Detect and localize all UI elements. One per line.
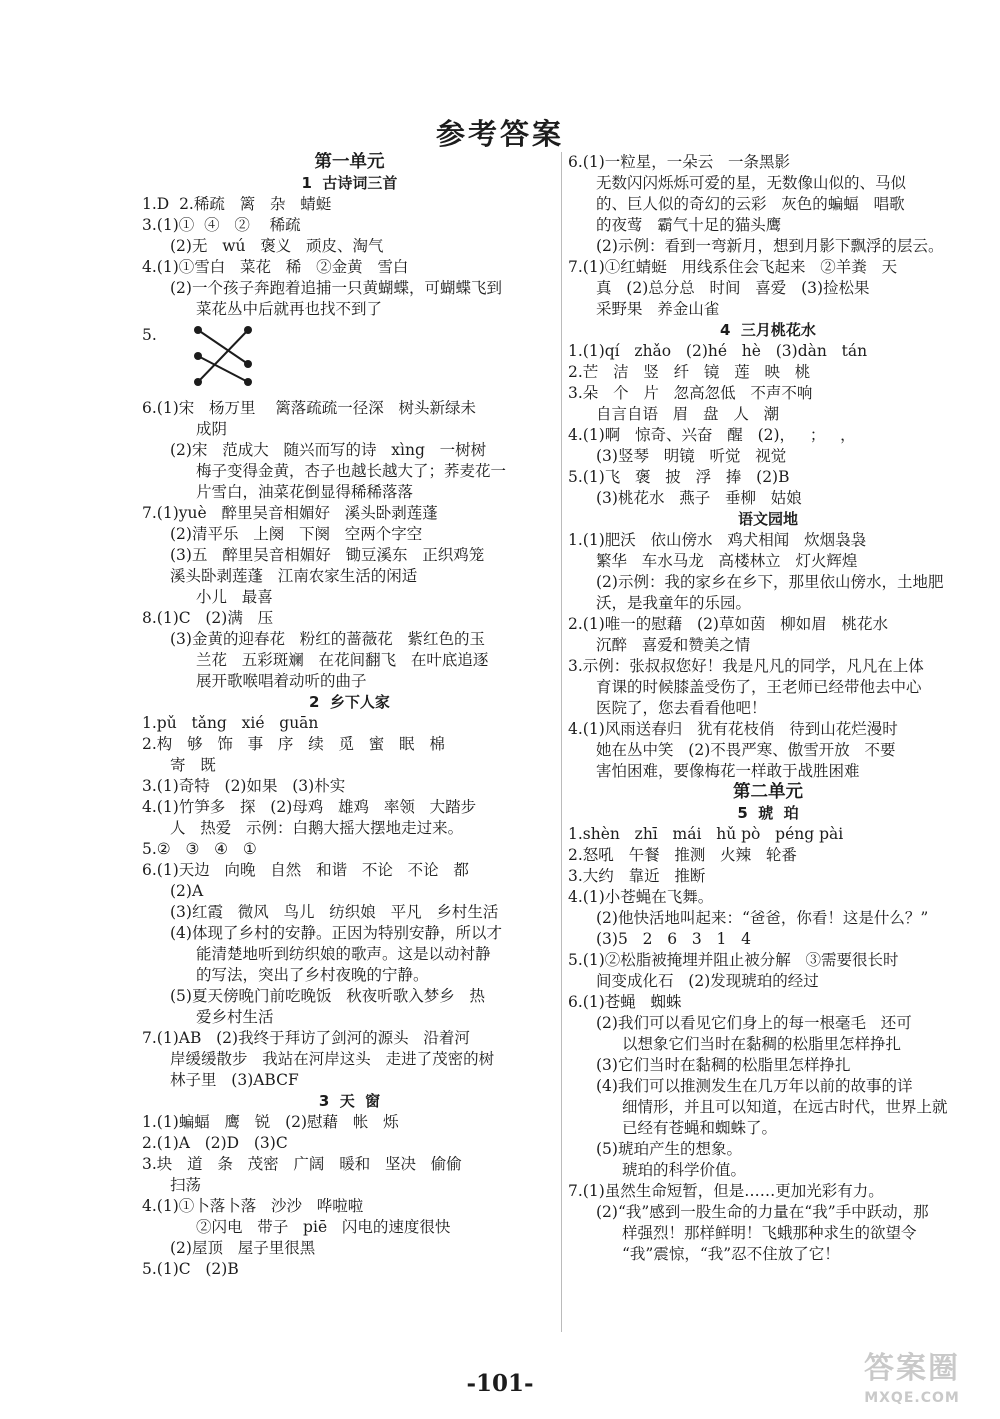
- right-answer-line: 1.(1)qí zhǎo (2)hé hè (3)dàn tán: [568, 342, 868, 360]
- right-answer-line: 4.(1)小苍蝇在飞舞。: [568, 888, 714, 906]
- left-answer-line: (2)屋顶 屋子里很黑: [170, 1239, 316, 1257]
- left-answer-line: 2.构 够 饰 事 序 续 觅 蜜 眠 棉: [142, 735, 445, 753]
- right-answer-line: 害怕困难，要像梅花一样敢于战胜困难: [596, 762, 860, 780]
- right-answer-line: 6.(1)苍蝇 蜘蛛: [568, 993, 682, 1011]
- right-answer-line: 繁华 车水马龙 高楼林立 灯火辉煌: [596, 552, 858, 570]
- right-answer-line: (5)琥珀产生的想象。: [596, 1140, 742, 1158]
- matching-dot: [194, 326, 202, 334]
- right-answer-line: (4)我们可以推测发生在几万年以前的故事的详: [596, 1077, 913, 1095]
- left-answer-line: (2)一个孩子奔跑着追捕一只黄蝴蝶，可蝴蝶飞到: [170, 279, 502, 297]
- left-answer-line: (3)金黄的迎春花 粉红的蔷薇花 紫红色的玉: [170, 630, 486, 648]
- right-answer-line: 7.(1)虽然生命短暂，但是……更加光彩有力。: [568, 1182, 884, 1200]
- left-answer-line: 片雪白，油菜花倒显得稀稀落落: [196, 483, 414, 501]
- right-answer-line: 的、巨人似的奇幻的云彩 灰色的蝙蝠 唱歌: [596, 195, 905, 213]
- answers-left-column: [142, 152, 557, 1280]
- left-answer-line: 3.(1)奇特 (2)如果 (3)朴实: [142, 777, 346, 795]
- left-answer-line: 梅子变得金黄，杏子也越长越大了；荞麦花一: [196, 462, 507, 480]
- left-answer-line: 3.块 道 条 茂密 广阔 暖和 坚决 偷偷: [142, 1155, 462, 1173]
- right-answer-line: 7.(1)①红蜻蜓 用线系住会飞起来 ②羊粪 天: [568, 258, 898, 276]
- left-answer-line: 展开歌喉唱着动听的曲子: [196, 672, 367, 690]
- left-answer-line: 3.(1)① ④ ② 稀疏: [142, 216, 301, 234]
- left-answer-line: 小儿 最喜: [196, 588, 273, 606]
- left-answer-line: 扫荡: [170, 1176, 202, 1194]
- left-answer-line: 岸缓缓散步 我站在河岸这头 走进了茂密的树: [170, 1050, 495, 1068]
- right-answer-line: 琥珀的科学价值。: [622, 1161, 747, 1179]
- right-answer-line: 已经有苍蝇和蜘蛛了。: [622, 1119, 778, 1137]
- unit-heading: 第二单元: [733, 782, 803, 802]
- right-answer-line: 2.芒 洁 竖 纤 镜 莲 映 桃: [568, 363, 811, 381]
- left-answer-line: 6.(1)宋 杨万里 篱落疏疏一径深 树头新绿未: [142, 399, 477, 417]
- right-answer-line: (3)桃花水 燕子 垂柳 姑娘: [596, 489, 802, 507]
- left-answer-line: 溪头卧剥莲蓬 江南农家生活的闲适: [170, 567, 418, 585]
- left-answer-line: 菜花丛中后就再也找不到了: [196, 300, 383, 318]
- left-answer-line: 4.(1)①卜落卜落 沙沙 哗啦啦: [142, 1197, 364, 1215]
- left-answer-line: 的写法，突出了乡村夜晚的宁静。: [196, 966, 429, 984]
- left-answer-line: (4)体现了乡村的安静。正因为特别安静，所以才: [170, 924, 502, 942]
- matching-lines-diagram: [192, 322, 272, 392]
- left-answer-line: 6.(1)天边 向晚 自然 和谐 不论 不论 都: [142, 861, 469, 879]
- right-answer-line: (2)我们可以看见它们身上的每一根毫毛 还可: [596, 1014, 912, 1032]
- right-answer-line: 1.shèn zhī mái hǔ pò péng pài: [568, 825, 844, 843]
- left-answer-line: 成阴: [196, 420, 228, 438]
- right-answer-line: (3)竖琴 明镜 听觉 视觉: [596, 447, 787, 465]
- right-answer-line: 她在丛中笑 (2)不畏严寒、傲雪开放 不要: [596, 741, 896, 759]
- watermark-main-text: 答案圈: [864, 1351, 960, 1386]
- right-answer-line: 医院了，您去看看他吧！: [596, 699, 767, 717]
- watermark-url-text: MXQE.COM: [864, 1390, 960, 1406]
- matching-dot: [244, 378, 252, 386]
- right-answer-line: (2)他快活地叫起来：“爸爸，你看！这是什么？”: [596, 909, 929, 927]
- lesson-heading: 1 古诗词三首: [301, 174, 398, 192]
- right-answer-line: 6.(1)一粒星，一朵云 一条黑影: [568, 153, 791, 171]
- page-title: 参考答案: [435, 117, 564, 151]
- left-answer-line: ②闪电 带子 piē 闪电的速度很快: [196, 1218, 451, 1236]
- lesson-heading: 3 天 窗: [318, 1092, 381, 1110]
- lesson-heading: 语文园地: [737, 510, 798, 528]
- right-answer-line: 育课的时候膝盖受伤了，王老师已经带他去中心: [596, 678, 922, 696]
- matching-dot: [194, 378, 202, 386]
- right-answer-line: (3)5 2 6 3 1 4: [596, 930, 752, 948]
- page-number: -101-: [466, 1370, 534, 1397]
- left-answer-line: 2.(1)A (2)D (3)C: [142, 1134, 288, 1152]
- right-answer-line: “我”震惊，“我”忍不住放了它！: [622, 1245, 840, 1263]
- lesson-heading: 5 琥 珀: [737, 804, 799, 822]
- left-answer-line: (2)A: [170, 882, 204, 900]
- right-answer-line: 3.示例：张叔叔您好！我是凡凡的同学，凡凡在上体: [568, 657, 924, 675]
- left-answer-line: 人 热爱 示例：白鹅大摇大摆地走过来。: [170, 819, 464, 837]
- left-answer-line: (2)清平乐 上阕 下阕 空两个字空: [170, 525, 423, 543]
- left-answer-line: 5.(1)C (2)B: [142, 1260, 239, 1278]
- right-answer-line: 1.(1)肥沃 依山傍水 鸡犬相闻 炊烟袅袅: [568, 531, 867, 549]
- right-answer-line: 真 (2)总分总 时间 喜爱 (3)捡松果: [596, 279, 870, 297]
- left-answer-line: 1.D 2.稀疏 篱 杂 蜻蜓: [142, 195, 332, 213]
- right-answer-line: 无数闪闪烁烁可爱的星，无数像山似的、马似: [596, 174, 907, 192]
- matching-exercise: [142, 320, 557, 398]
- right-answer-line: (3)它们当时在黏稠的松脂里怎样挣扎: [596, 1056, 851, 1074]
- matching-dot: [194, 352, 202, 360]
- left-answer-line: 5.② ③ ④ ①: [142, 840, 257, 858]
- left-answer-line: 寄 既: [170, 756, 216, 774]
- left-answer-line: 7.(1)AB (2)我终于拜访了剑河的源头 沿着河: [142, 1029, 470, 1047]
- lesson-heading: 4 三月桃花水: [720, 321, 816, 339]
- left-answer-line: 4.(1)①雪白 菜花 稀 ②金黄 雪白: [142, 258, 409, 276]
- unit-heading: 第一单元: [314, 152, 385, 172]
- right-answer-line: 间变成化石 (2)发现琥珀的经过: [596, 972, 819, 990]
- watermark-logo: [832, 1349, 992, 1413]
- right-answer-line: (2)“我”感到一股生命的力量在“我”手中跃动，那: [596, 1203, 929, 1221]
- left-answer-line: (2)无 wú 褒义 顽皮、淘气: [170, 237, 384, 255]
- matching-line: [198, 330, 248, 382]
- left-answer-line: (3)五 醉里吴音相媚好 锄豆溪东 正织鸡笼: [170, 546, 485, 564]
- right-answer-line: 4.(1)啊 惊奇、兴奋 醒 (2)， ； ，: [568, 426, 856, 444]
- right-answer-line: (2)示例：我的家乡在乡下，那里依山傍水，土地肥: [596, 573, 944, 591]
- right-answer-line: 4.(1)风雨送春归 犹有花枝俏 待到山花烂漫时: [568, 720, 898, 738]
- left-answer-line: 爱乡村生活: [196, 1008, 274, 1026]
- left-answer-line: (5)夏天傍晚门前吃晚饭 秋夜听歌入梦乡 热: [170, 987, 486, 1005]
- right-answer-line: 3.大约 靠近 推断: [568, 867, 706, 885]
- right-answer-line: 自言自语 眉 盘 人 潮: [596, 405, 780, 423]
- left-answer-line: 林子里 (3)ABCF: [170, 1071, 299, 1089]
- right-answer-line: 以想象它们当时在黏稠的松脂里怎样挣扎: [622, 1035, 902, 1053]
- right-answer-line: 3.朵 个 片 忽高忽低 不声不响: [568, 384, 813, 402]
- right-answer-line: 样强烈！那样鲜明！飞蛾那种求生的欲望令: [622, 1224, 917, 1242]
- matching-dot: [244, 360, 252, 368]
- right-answer-line: 2.怒吼 午餐 推测 火辣 轮番: [568, 846, 797, 864]
- right-answer-line: (2)示例：看到一弯新月，想到月影下飘浮的层云。: [596, 237, 944, 255]
- right-answer-line: 2.(1)唯一的慰藉 (2)草如茵 柳如眉 桃花水: [568, 615, 889, 633]
- left-answer-line: (2)宋 范成大 随兴而写的诗 xìng 一树树: [170, 441, 487, 459]
- matching-exercise-label: 5.: [142, 326, 157, 344]
- right-answer-line: 沉醉 喜爱和赞美之情: [596, 636, 751, 654]
- left-answer-line: (3)红霞 微风 鸟儿 纺织娘 平凡 乡村生活: [170, 903, 499, 921]
- right-answer-line: 5.(1)飞 褒 披 浮 捧 (2)B: [568, 468, 790, 486]
- lesson-heading: 2 乡下人家: [309, 693, 390, 711]
- left-answer-line: 兰花 五彩斑斓 在花间翻飞 在叶底追逐: [196, 651, 489, 669]
- left-answer-line: 7.(1)yuè 醉里吴音相媚好 溪头卧剥莲蓬: [142, 504, 438, 522]
- column-divider: [561, 152, 562, 1332]
- right-answer-line: 的夜莺 霸气十足的猫头鹰: [596, 216, 782, 234]
- left-answer-line: 1.(1)蝙蝠 鹰 锐 (2)慰藉 帐 烁: [142, 1113, 399, 1131]
- left-answer-line: 1.pǔ tǎng xié guān: [142, 714, 319, 732]
- right-answer-line: 采野果 养金山雀: [596, 300, 720, 318]
- left-answer-line: 4.(1)竹笋多 探 (2)母鸡 雄鸡 率领 大踏步: [142, 798, 477, 816]
- left-answer-line: 能清楚地听到纺织娘的歌声。这是以动衬静: [196, 945, 491, 963]
- left-answer-line: 8.(1)C (2)满 压: [142, 609, 274, 627]
- right-answer-line: 细情形，并且可以知道，在远古时代，世界上就: [622, 1098, 948, 1116]
- matching-dot: [244, 326, 252, 334]
- right-answer-line: 5.(1)②松脂被掩埋并阻止被分解 ③需要很长时: [568, 951, 899, 969]
- answers-right-column: [568, 152, 968, 1265]
- right-answer-line: 沃，是我童年的乐园。: [596, 594, 752, 612]
